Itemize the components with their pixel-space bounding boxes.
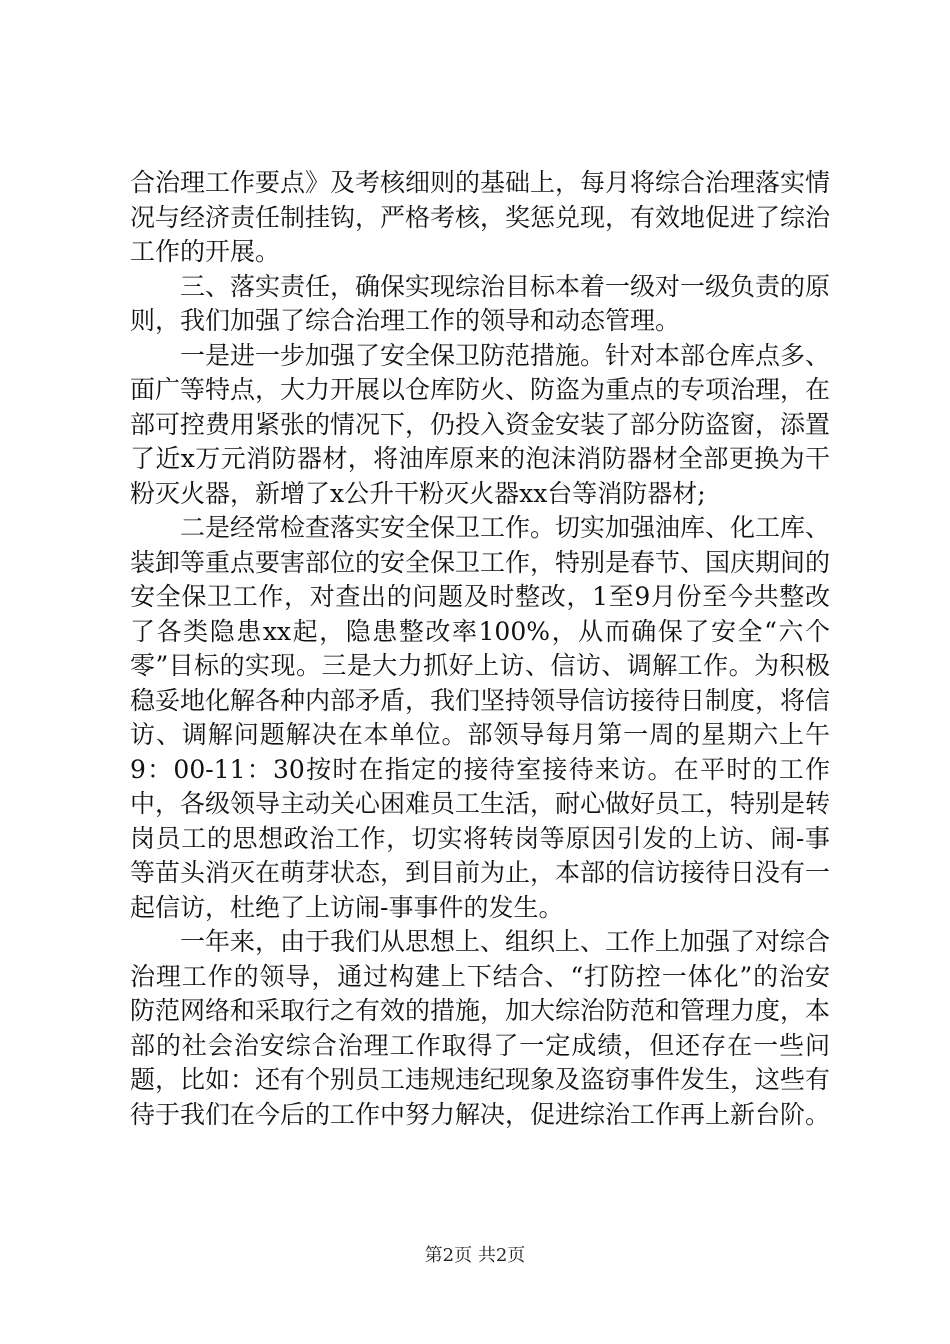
paragraph-measure-two: 二是经常检查落实安全保卫工作。切实加强油库、化工库、装卸等重点要害部位的安全保卫工作，特别是春节、国庆期间的安全保卫工作，对查出的问题及时整改，1至9月份至今共整改了各类隐患xx起，隐患整改率100%，从而确保了安全“六个零”目标的实现。三是大力抓好上访、信访、调解工作。为积极稳妥地化解各种内部矛盾，我们坚持领导信访接待日制度，将信访、调解问题解决在本单位。部领导每月第一周的星期六上午9：00-11：30按时在指定的接待室接待来访。在平时的工作中，各级领导主动关心困难员工生活，耐心做好员工，特别是转岗员工的思想政治工作，切实将转岗等原因引发的上访、闹-事等苗头消灭在萌芽状态，到目前为止，本部的信访接待日没有一起信访，杜绝了上访闹-事事件的发生。 <box>130 513 831 922</box>
paragraph-measure-one: 一是进一步加强了安全保卫防范措施。针对本部仓库点多、面广等特点，大力开展以仓库防火、防盗为重点的专项治理，在部可控费用紧张的情况下，仍投入资金安装了部分防盗窗，添置了近x万元消防器材，将油库原来的泡沫消防器材全部更换为干粉灭火器，新增了x公升干粉灭火器xx台等消防器材; <box>130 340 831 508</box>
paragraph-summary: 一年来，由于我们从思想上、组织上、工作上加强了对综合治理工作的领导，通过构建上下结合、“打防控一体化”的治安防范网络和采取行之有效的措施，加大综治防范和管理力度，本部的社会治安综合治理工作取得了一定成绩，但还存在一些问题，比如：还有个别员工违规违纪现象及盗窃事件发生，这些有待于我们在今后的工作中努力解决，促进综治工作再上新台阶。 <box>130 927 831 1129</box>
paragraph-continuation: 合治理工作要点》及考核细则的基础上，每月将综合治理落实情况与经济责任制挂钩，严格考核，奖惩兑现，有效地促进了综治工作的开展。 <box>130 168 831 266</box>
page-number-footer: 第2页 共2页 <box>424 1245 526 1266</box>
document-body <box>130 166 830 1132</box>
paragraph-section-three: 三、落实责任，确保实现综治目标本着一级对一级负责的原则，我们加强了综合治理工作的领导和动态管理。 <box>130 271 831 335</box>
